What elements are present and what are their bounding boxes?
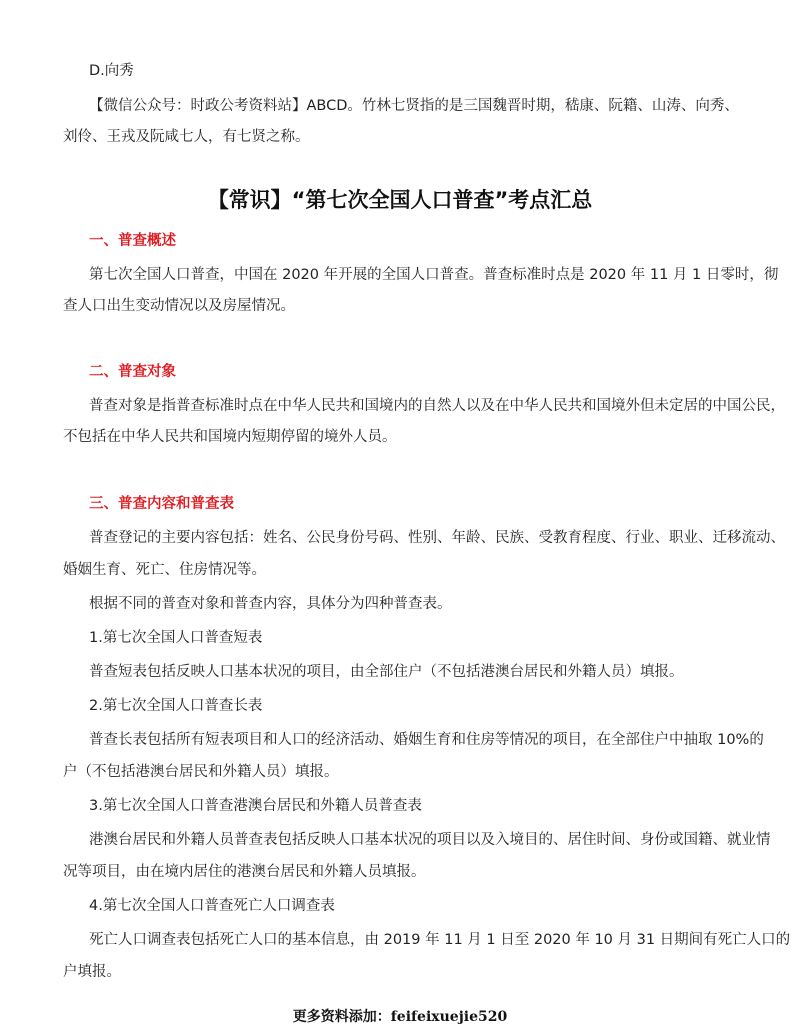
footer-contact: 更多资料添加：feifeixuejie520: [292, 1009, 508, 1025]
content-line-2: 婚姻生育、死亡、住房情况等。: [63, 562, 266, 578]
section-heading-overview: 一、普查概述: [89, 233, 176, 249]
option-d: D.向秀: [89, 63, 134, 79]
form-3-body-line-2: 况等项目，由在境内居住的港澳台居民和外籍人员填报。: [63, 864, 426, 880]
form-1-body: 普查短表包括反映人口基本状况的项目，由全部住户（不包括港澳台居民和外籍人员）填报。: [89, 664, 684, 680]
section-heading-content: 三、普查内容和普查表: [89, 496, 234, 512]
form-4-body-line-2: 户填报。: [63, 964, 121, 980]
form-1-title: 1.第七次全国人口普查短表: [89, 630, 263, 646]
target-line-2: 不包括在中华人民共和国境内短期停留的境外人员。: [63, 429, 397, 445]
overview-line-1: 第七次全国人口普查，中国在 2020 年开展的全国人口普查。普查标准时点是 2020 年 11 月 1 日零时，彻: [89, 267, 779, 283]
answer-line-2: 刘伶、王戎及阮咸七人，有七贤之称。: [63, 129, 310, 145]
content-forms-intro: 根据不同的普查对象和普查内容，具体分为四种普查表。: [89, 596, 452, 612]
form-2-title: 2.第七次全国人口普查长表: [89, 698, 263, 714]
form-3-body-line-1: 港澳台居民和外籍人员普查表包括反映人口基本状况的项目以及入境目的、居住时间、身份或国籍、就业情: [89, 832, 771, 848]
form-3-title: 3.第七次全国人口普查港澳台居民和外籍人员普查表: [89, 798, 422, 814]
section-heading-target: 二、普查对象: [89, 364, 176, 380]
content-line-1: 普查登记的主要内容包括：姓名、公民身份号码、性别、年龄、民族、受教育程度、行业、职业、迁移流动、: [89, 530, 785, 546]
form-2-body-line-2: 户（不包括港澳台居民和外籍人员）填报。: [63, 764, 339, 780]
overview-line-2: 查人口出生变动情况以及房屋情况。: [63, 298, 295, 314]
form-4-title: 4.第七次全国人口普查死亡人口调查表: [89, 898, 335, 914]
form-2-body-line-1: 普查长表包括所有短表项目和人口的经济活动、婚姻生育和住房等情况的项目，在全部住户中抽取 10%的: [89, 732, 764, 748]
target-line-1: 普查对象是指普查标准时点在中华人民共和国境内的自然人以及在中华人民共和国境外但未定居的中国公民，: [89, 398, 785, 414]
form-4-body-line-1: 死亡人口调查表包括死亡人口的基本信息，由 2019 年 11 月 1 日至 2020 年 10 月 31 日期间有死亡人口的: [89, 932, 791, 948]
answer-line-1: 【微信公众号：时政公考资料站】ABCD。竹林七贤指的是三国魏晋时期，嵇康、阮籍、山涛、向秀、: [89, 98, 739, 114]
page-title: 【常识】“第七次全国人口普查”考点汇总: [207, 188, 593, 212]
